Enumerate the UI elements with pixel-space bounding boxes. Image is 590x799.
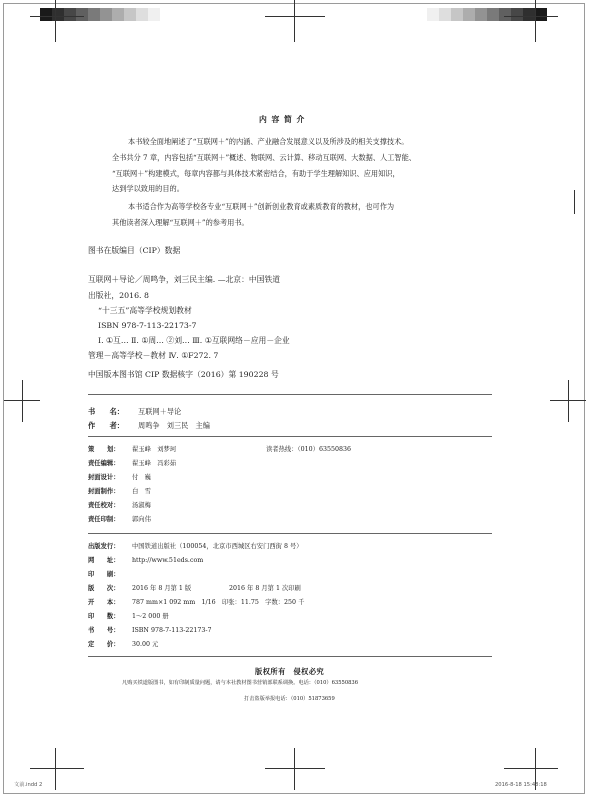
publish-row <box>88 558 203 564</box>
publish-value: 2016 年 8 月第 1 版 2016 年 8 月第 1 次印刷 <box>132 585 301 592</box>
publish-label: 网 址： <box>88 557 120 564</box>
cip-record: 中国版本图书馆 CIP 数据核字（2016）第 190228 号 <box>88 370 279 379</box>
intro-line: “互联网＋”构建模式，每章内容都与具体技术紧密结合，有助于学生理解知识、应用知识， <box>112 169 400 178</box>
publish-value: 1～2 000 册 <box>132 613 169 620</box>
color-swatch <box>499 8 511 21</box>
publish-label: 印 数： <box>88 613 120 620</box>
publish-label: 定 价： <box>88 641 120 648</box>
divider <box>88 436 492 437</box>
color-swatch <box>88 8 100 21</box>
publish-row <box>88 642 158 648</box>
piracy-hotline: 打击盗版举报电话：（010）51873659 <box>244 696 335 702</box>
color-swatch <box>487 8 499 21</box>
intro-line: 本书较全面地阐述了“互联网＋”的内涵、产业融合发展意义以及所涉及的相关支撑技术。 <box>128 137 409 146</box>
cip-line: “十三五”高等学校规划教材 <box>98 306 192 315</box>
book-title: 互联网＋导论 <box>138 407 182 416</box>
publish-label: 出版发行： <box>88 543 120 550</box>
book-row <box>88 422 210 429</box>
publish-label: 书 号： <box>88 627 120 634</box>
staff-row <box>88 503 151 509</box>
publish-row <box>88 614 169 620</box>
intro-title: 内 容 简 介 <box>259 115 306 124</box>
publish-value: ISBN 978-7-113-22173-7 <box>132 627 212 634</box>
divider <box>88 656 492 657</box>
quality-notice: 凡购买铁道版图书，如有印制质量问题，请与本社教材图书营销部联系调换。电话：（010）63550836 <box>122 680 359 686</box>
staff-label: 策 划： <box>88 446 120 453</box>
cip-heading: 图书在版编目（CIP）数据 <box>88 246 181 255</box>
divider <box>88 533 492 534</box>
publish-value: 787 mm×1 092 mm 1/16 印张：11.75 字数：250 千 <box>132 599 305 606</box>
color-swatch <box>148 8 160 21</box>
publish-row <box>88 586 301 592</box>
color-swatch <box>40 8 52 21</box>
color-bar-right <box>427 8 547 21</box>
staff-value: 白 雪 <box>132 488 151 495</box>
color-swatch <box>427 8 439 21</box>
cip-line: Ⅰ. ①互… Ⅱ. ①周… ②刘… Ⅲ. ①互联网络－应用－企业 <box>98 336 290 345</box>
color-swatch <box>523 8 535 21</box>
color-swatch <box>535 8 547 21</box>
copyright-notice: 版权所有 侵权必究 <box>255 667 325 676</box>
staff-row <box>88 489 151 495</box>
staff-label: 责任编辑： <box>88 460 120 467</box>
intro-line: 其他读者深入理解“互联网＋”的参考用书。 <box>112 218 249 227</box>
book-row <box>88 408 181 415</box>
staff-value: 郭向伟 <box>132 516 151 523</box>
color-swatch <box>52 8 64 21</box>
divider <box>88 394 492 395</box>
color-swatch <box>112 8 124 21</box>
publish-value: http://www.51eds.com <box>132 557 204 564</box>
color-swatch <box>475 8 487 21</box>
staff-value: 汤淑梅 <box>132 502 151 509</box>
publish-label: 开 本： <box>88 599 120 606</box>
staff-value: 翟玉峰 刘梦珂 <box>132 446 177 453</box>
timestamp-slug: 2016-8-18 15:48:18 <box>495 782 547 788</box>
color-swatch <box>136 8 148 21</box>
publish-value: 中国铁道出版社（100054，北京市西城区右安门西街 8 号） <box>132 543 303 550</box>
publish-row <box>88 600 304 606</box>
color-swatch <box>64 8 76 21</box>
reader-hotline: 读者热线：（010）63550836 <box>266 446 351 453</box>
cip-line: ISBN 978-7-113-22173-7 <box>98 321 197 330</box>
cip-line: 出版社，2016. 8 <box>88 291 149 300</box>
cip-line: 管理－高等学校－教材 Ⅳ. ①F272. 7 <box>88 351 219 360</box>
color-bar-left <box>40 8 160 21</box>
staff-row <box>88 475 151 481</box>
publish-row <box>88 544 303 550</box>
staff-label: 责任印制： <box>88 516 120 523</box>
staff-label: 责任校对： <box>88 502 120 509</box>
publish-value: 30.00 元 <box>132 641 159 648</box>
publish-label: 印 刷： <box>88 571 120 578</box>
intro-line: 达到学以致用的目的。 <box>112 184 184 193</box>
color-swatch <box>439 8 451 21</box>
book-label: 作 者： <box>88 421 124 430</box>
color-swatch <box>511 8 523 21</box>
color-swatch <box>100 8 112 21</box>
book-label: 书 名： <box>88 407 124 416</box>
publish-row <box>88 628 212 634</box>
publish-row <box>88 572 132 578</box>
file-slug: 文前.indd 2 <box>14 782 43 788</box>
staff-value: 付 巍 <box>132 474 151 481</box>
color-swatch <box>124 8 136 21</box>
color-swatch <box>451 8 463 21</box>
staff-value: 翟玉峰 冯彩茹 <box>132 460 177 467</box>
staff-label: 封面设计： <box>88 474 120 481</box>
staff-row <box>88 447 176 453</box>
intro-line: 本书适合作为高等学校各专业“互联网＋”创新创业教育或素质教育的教材，也可作为 <box>128 202 395 211</box>
book-authors: 周鸣争 刘三民 主编 <box>138 421 210 430</box>
staff-row <box>88 517 151 523</box>
publish-label: 版 次： <box>88 585 120 592</box>
cip-line: 互联网＋导论／周鸣争，刘三民主编. —北京：中国铁道 <box>88 275 281 284</box>
color-swatch <box>463 8 475 21</box>
staff-row <box>88 461 176 467</box>
color-swatch <box>76 8 88 21</box>
staff-label: 封面制作： <box>88 488 120 495</box>
intro-line: 全书共分 7 章，内容包括“互联网＋”概述、物联网、云计算、移动互联网、大数据、人工智能、 <box>112 153 416 162</box>
